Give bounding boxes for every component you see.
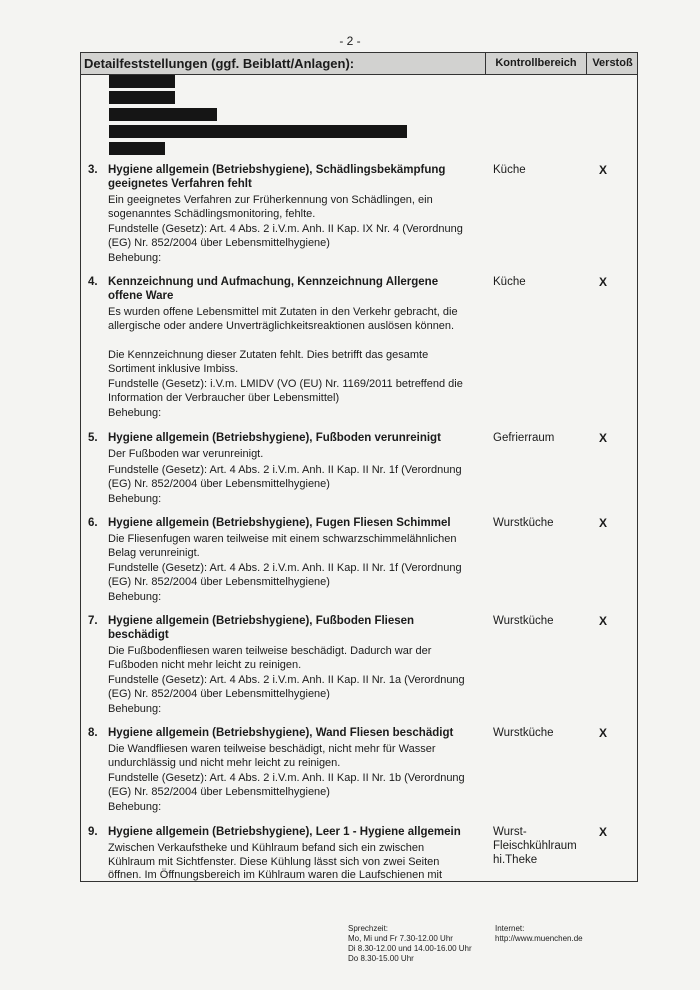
item-legal-reference: Fundstelle (Gesetz): Art. 4 Abs. 2 i.V.m. Anh. II Kap. II Nr. 1f (Verordnung (EG) Nr. 852/2004 über Lebensmittelhygiene) <box>108 464 462 490</box>
violation-mark: X <box>599 825 608 839</box>
item-description: Es wurden offene Lebensmittel mit Zutaten in den Verkehr gebracht, die allergische oder andere Unverträglichkeitsreaktionen auslösen können. <box>108 306 458 332</box>
item-description: Der Fußboden war verunreinigt. <box>108 448 264 460</box>
page-number: - 2 - <box>339 34 361 48</box>
item-control-area: Gefrierraum <box>493 432 555 444</box>
office-hours <box>348 924 472 964</box>
redaction-bar <box>109 75 175 88</box>
item-number: 7. <box>88 615 98 627</box>
item-number: 9. <box>88 826 98 838</box>
table-header <box>81 53 637 75</box>
item-legal-reference: Fundstelle (Gesetz): i.V.m. LMIDV (VO (EU) Nr. 1169/2011 betreffend die Information der Verbraucher über Lebensmittel) <box>108 378 463 404</box>
item-legal-reference: Fundstelle (Gesetz): Art. 4 Abs. 2 i.V.m. Anh. II Kap. II Nr. 1f (Verordnung (EG) Nr. 852/2004 über Lebensmittelhygiene) <box>108 562 462 588</box>
item-description: Die Kennzeichnung dieser Zutaten fehlt. Dies betrifft das gesamte Sortiment inklusive Imbiss. <box>108 349 429 375</box>
footer-link[interactable]: http://www.muenchen.de <box>495 934 583 943</box>
header-violation: Verstoß <box>586 53 638 74</box>
footer-line: Do 8.30-15.00 Uhr <box>348 954 414 963</box>
item-legal-reference: Fundstelle (Gesetz): Art. 4 Abs. 2 i.V.m. Anh. II Kap. II Nr. 1a (Verordnung (EG) Nr. 852/2004 über Lebensmittelhygiene) <box>108 674 465 700</box>
item-control-area: Wurstküche <box>493 517 554 529</box>
violation-mark: X <box>599 163 608 177</box>
item-number: 3. <box>88 164 98 176</box>
item-title: Hygiene allgemein (Betriebshygiene), Fugen Fliesen Schimmel <box>108 517 451 529</box>
redaction-bar <box>109 142 165 155</box>
internet-info <box>495 924 583 944</box>
item-title: Hygiene allgemein (Betriebshygiene), Fußboden Fliesen beschädigt <box>108 615 415 641</box>
item-remedy: Behebung: <box>108 252 162 264</box>
redaction-bar <box>109 91 175 104</box>
footer-line: Sprechzeit: <box>348 924 389 933</box>
violation-mark: X <box>599 614 608 628</box>
item-remedy: Behebung: <box>108 493 162 505</box>
violation-mark: X <box>599 431 608 445</box>
item-number: 8. <box>88 727 98 739</box>
item-legal-reference: Fundstelle (Gesetz): Art. 4 Abs. 2 i.V.m. Anh. II Kap. II Nr. 1b (Verordnung (EG) Nr. 852/2004 über Lebensmittelhygiene) <box>108 772 465 798</box>
item-title: Hygiene allgemein (Betriebshygiene), Leer 1 - Hygiene allgemein <box>108 826 461 838</box>
item-description: Die Wandfliesen waren teilweise beschädigt, nicht mehr für Wasser undurchlässig und nicht mehr leicht zu reinigen. <box>108 743 436 769</box>
item-control-area: Wurst- Fleischkühlraum hi.Theke <box>493 826 577 866</box>
footer-line: Mo, Mi und Fr 7.30-12.00 Uhr <box>348 934 453 943</box>
header-control-area: Kontrollbereich <box>485 53 586 74</box>
item-description: Die Fliesenfugen waren teilweise mit einem schwarzschimmelähnlichen Belag verunreinigt. <box>108 533 457 559</box>
item-title: Hygiene allgemein (Betriebshygiene), Wand Fliesen beschädigt <box>108 727 454 739</box>
item-title: Hygiene allgemein (Betriebshygiene), Fußboden verunreinigt <box>108 432 441 444</box>
redaction-bar <box>109 125 407 138</box>
redaction-bar <box>109 108 217 121</box>
item-control-area: Küche <box>493 164 526 176</box>
item-number: 5. <box>88 432 98 444</box>
violation-mark: X <box>599 275 608 289</box>
item-number: 4. <box>88 276 98 288</box>
item-legal-reference: Fundstelle (Gesetz): Art. 4 Abs. 2 i.V.m. Anh. II Kap. IX Nr. 4 (Verordnung (EG) Nr. 852/2004 über Lebensmittelhygiene) <box>108 223 463 249</box>
item-description: Die Fußbodenfliesen waren teilweise beschädigt. Dadurch war der Fußboden nicht mehr leicht zu reinigen. <box>108 645 432 671</box>
item-control-area: Wurstküche <box>493 727 554 739</box>
item-title: Hygiene allgemein (Betriebshygiene), Schädlingsbekämpfung geeignetes Verfahren fehlt <box>108 164 446 190</box>
item-remedy: Behebung: <box>108 703 162 715</box>
item-control-area: Wurstküche <box>493 615 554 627</box>
item-remedy: Behebung: <box>108 591 162 603</box>
item-description: Zwischen Verkaufstheke und Kühlraum befand sich ein zwischen Kühlraum mit Sichtfenster. Diese Kühlung lässt sich von zwei Seiten öffnen. Im Öffnungsbereich im Kühlraum waren die Laufschienen mit <box>108 842 443 881</box>
item-control-area: Küche <box>493 276 526 288</box>
header-details: Detailfeststellungen (ggf. Beiblatt/Anlagen): <box>84 56 355 71</box>
findings-table <box>80 52 638 882</box>
footer-line: Internet: <box>495 924 525 933</box>
item-remedy: Behebung: <box>108 407 162 419</box>
item-title: Kennzeichnung und Aufmachung, Kennzeichnung Allergene offene Ware <box>108 276 439 302</box>
item-number: 6. <box>88 517 98 529</box>
item-remedy: Behebung: <box>108 801 162 813</box>
item-description: Ein geeignetes Verfahren zur Früherkennung von Schädlingen, ein sogenanntes Schädlingsmonitoring, fehlte. <box>108 194 433 220</box>
footer-line: Di 8.30-12.00 und 14.00-16.00 Uhr <box>348 944 472 953</box>
violation-mark: X <box>599 726 608 740</box>
violation-mark: X <box>599 516 608 530</box>
